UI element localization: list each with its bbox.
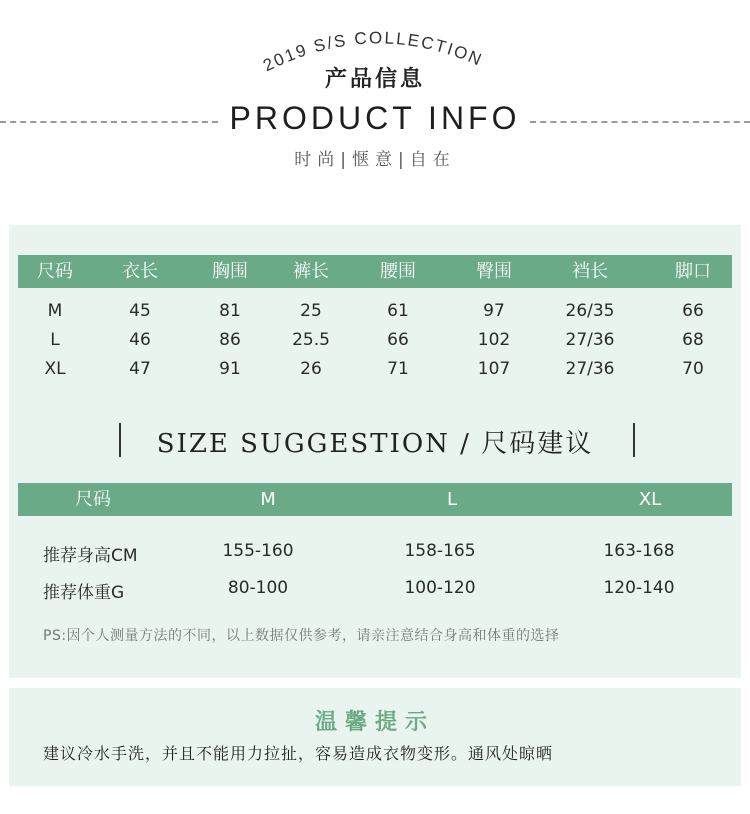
size-cell: XL	[44, 359, 66, 379]
size-cell: 68	[682, 330, 704, 350]
size-cell: 86	[219, 330, 241, 350]
size-cell: 97	[483, 301, 505, 321]
suggestion-table-header	[18, 483, 732, 516]
tips-panel	[9, 688, 741, 786]
size-panel	[9, 225, 741, 678]
size-col-header: 脚口	[675, 261, 711, 282]
size-cell: 66	[682, 301, 704, 321]
size-cell: 27/36	[565, 359, 615, 379]
size-cell: 46	[129, 330, 151, 350]
size-col-header: 尺码	[37, 261, 73, 282]
size-cell: 71	[387, 359, 409, 379]
suggestion-cell: 163-168	[603, 541, 675, 561]
suggestion-title: SIZE SUGGESTION / 尺码建议	[156, 429, 594, 459]
tips-title: 温馨提示	[314, 710, 435, 735]
cn-title: 产品信息	[324, 67, 425, 92]
size-cell: 66	[387, 330, 409, 350]
size-cell: 102	[477, 330, 511, 350]
size-cell: 26	[300, 359, 322, 379]
suggestion-col-header: XL	[638, 489, 662, 510]
suggestion-right-bar	[633, 423, 635, 457]
suggestion-row-label: 推荐身高CM	[43, 546, 138, 566]
sub-title: 时尚|惬意|自在	[294, 150, 456, 170]
arc-text-label: 2019 S/S COLLECTION	[260, 28, 486, 76]
size-col-header: 衣长	[122, 261, 158, 282]
size-cell: 25.5	[292, 330, 330, 350]
size-col-header: 腰围	[380, 261, 416, 282]
size-cell: 26/35	[565, 301, 615, 321]
suggestion-cell: 80-100	[227, 578, 289, 598]
size-col-header: 裆长	[572, 261, 608, 282]
size-cell: 107	[477, 359, 511, 379]
suggestion-col-header: L	[446, 489, 458, 510]
size-cell: 81	[219, 301, 241, 321]
size-cell: 70	[682, 359, 704, 379]
size-table-header	[18, 255, 732, 288]
size-col-header: 裤长	[293, 261, 329, 282]
size-col-header: 胸围	[212, 261, 248, 282]
product-info-header	[0, 0, 750, 200]
size-cell: 25	[300, 301, 322, 321]
size-cell: L	[50, 330, 60, 350]
size-cell: 47	[129, 359, 151, 379]
suggestion-row-label: 推荐体重G	[43, 583, 125, 603]
suggestion-col-header: M	[260, 489, 276, 510]
size-cell: 61	[387, 301, 409, 321]
suggestion-col-header: 尺码	[75, 489, 111, 510]
tips-body: 建议冷水手洗，并且不能用力拉扯，容易造成衣物变形。通风处晾晒	[43, 744, 554, 763]
size-cell: 91	[219, 359, 241, 379]
size-cell: 27/36	[565, 330, 615, 350]
suggestion-cell: 158-165	[404, 541, 476, 561]
size-cell: 45	[129, 301, 151, 321]
en-title: PRODUCT INFO	[229, 100, 521, 136]
suggestion-cell: 155-160	[222, 541, 294, 561]
suggestion-cell: 100-120	[404, 578, 476, 598]
size-col-header: 臀围	[476, 261, 512, 282]
suggestion-cell: 120-140	[603, 578, 675, 598]
measurement-note: PS:因个人测量方法的不同，以上数据仅供参考，请亲注意结合身高和体重的选择	[43, 628, 560, 644]
size-cell: M	[47, 301, 63, 321]
